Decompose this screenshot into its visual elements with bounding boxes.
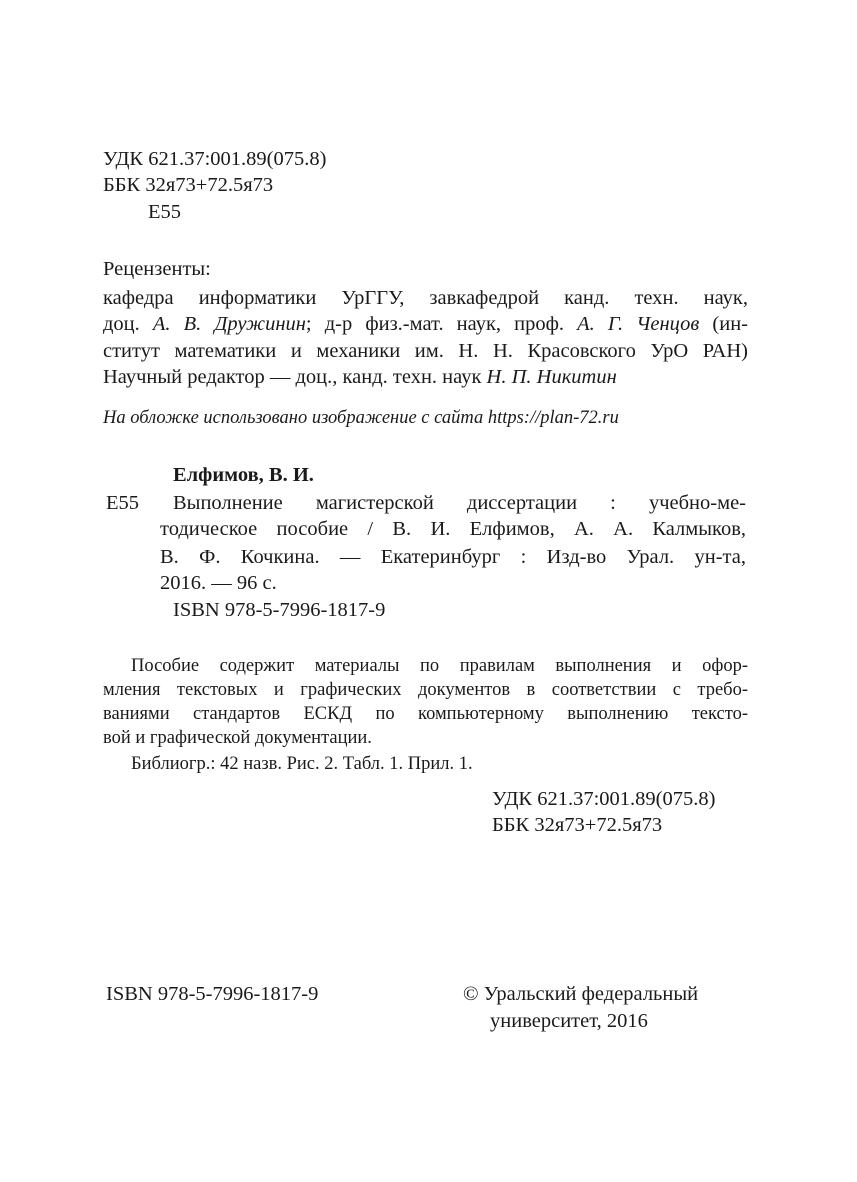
bibliographic-isbn: ISBN 978-5-7996-1817-9 [173,599,386,621]
reviewers-line-1: кафедра информатики УрГГУ, завкафедрой канд. техн. наук, [103,287,748,309]
reviewers-line-3: ститут математики и механики им. Н. Н. Красовского УрО РАН) [103,340,748,362]
scientific-editor [103,364,617,390]
abstract-line-4: вой и графической документации. [103,728,372,748]
bibliographic-mark: Е55 [106,492,140,514]
bibliographic-line-2: тодическое пособие / В. И. Елфимов, А. А. Калмыков, [160,518,746,540]
abstract-line-1: Пособие содержит материалы по правилам выполнения и офор- [131,656,748,676]
abstract-bibliography: Библиогр.: 42 назв. Рис. 2. Табл. 1. Прил. 1. [131,754,473,774]
scientific-editor-label: Научный редактор — доц., канд. техн. наук [103,366,487,388]
footer-isbn: ISBN 978-5-7996-1817-9 [106,983,319,1005]
bbk-code-bottom: ББК 32я73+72.5я73 [492,814,663,836]
cover-image-note: На обложке использовано изображение с сайта https://plan-72.ru [103,408,619,428]
bibliographic-line-1: Выполнение магистерской диссертации : учебно-ме- [173,492,746,514]
copyright-line-2: университет, 2016 [490,1010,648,1032]
reviewers-line-2-start: доц. [103,313,153,335]
bibliographic-author: Елфимов, В. И. [173,464,314,486]
bibliographic-line-4: 2016. — 96 с. [160,572,277,594]
udk-code-bottom: УДК 621.37:001.89(075.8) [492,788,716,810]
reviewer-name-druzhinin: А. В. Дружинин [152,313,306,335]
reviewers-heading: Рецензенты: [103,258,211,280]
editor-name: Н. П. Никитин [486,366,617,388]
copyright-line-1: © Уральский федеральный [463,983,699,1005]
udk-code-top: УДК 621.37:001.89(075.8) [103,148,327,170]
bibliographic-line-3: В. Ф. Кочкина. — Екатеринбург : Изд-во Урал. ун-та, [160,546,746,568]
reviewers-line-2 [103,311,748,337]
reviewer-name-chentsov: А. Г. Ченцов [577,313,700,335]
abstract-line-3: ваниями стандартов ЕСКД по компьютерному выполнению тексто- [103,704,748,724]
reviewers-line-2-middle: ; д-р физ.-мат. наук, проф. [305,313,578,335]
reviewers-line-2-end: (ин- [699,313,748,335]
bbk-code-top: ББК 32я73+72.5я73 [103,174,274,196]
abstract-line-2: мления текстовых и графических документов в соответствии с требо- [103,680,748,700]
author-mark-top: Е55 [148,201,182,223]
